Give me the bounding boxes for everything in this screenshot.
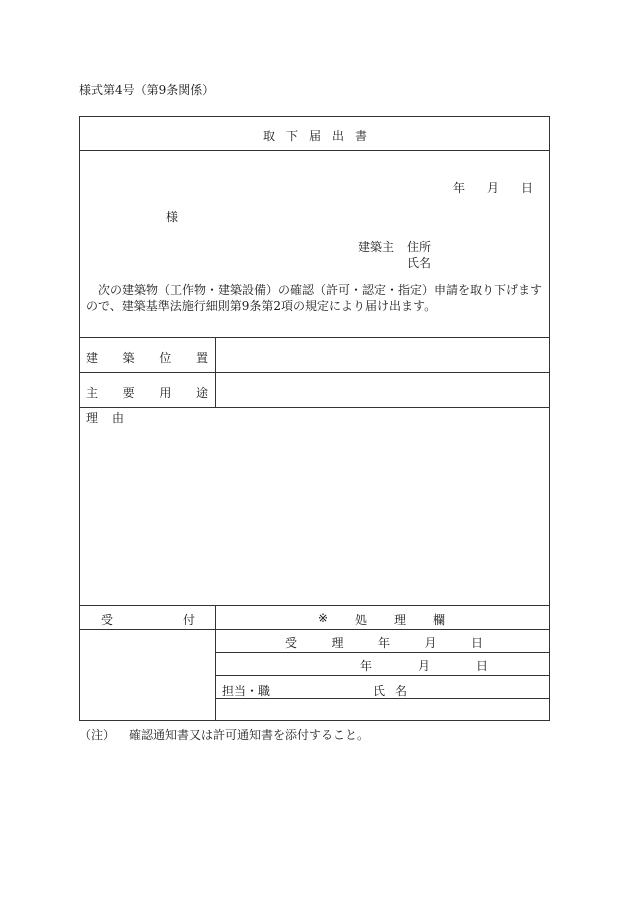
applicant-role: 建築主 bbox=[358, 240, 395, 254]
reason-field[interactable] bbox=[80, 425, 549, 604]
label-char: 途 bbox=[195, 386, 208, 400]
column-divider-lower bbox=[215, 605, 216, 721]
staff-name-label bbox=[373, 682, 407, 699]
received-date-row bbox=[285, 634, 483, 651]
label-char: 要 bbox=[122, 386, 135, 400]
label-char: 名 bbox=[394, 684, 407, 698]
receipt-label bbox=[101, 611, 195, 628]
label-char: 年 bbox=[360, 659, 373, 673]
label-char: 日 bbox=[470, 636, 483, 650]
date-month: 月 bbox=[486, 181, 499, 195]
main-use-field[interactable] bbox=[216, 373, 549, 406]
processing-label bbox=[318, 611, 445, 628]
label-char: 理 bbox=[331, 636, 344, 650]
label-char: 欄 bbox=[432, 613, 445, 627]
date-year: 年 bbox=[453, 181, 466, 195]
main-use-label bbox=[86, 384, 208, 401]
processing-date-row bbox=[360, 657, 488, 674]
label-char: 理 bbox=[393, 613, 406, 627]
label-char: 理 bbox=[86, 411, 99, 425]
label-char: 由 bbox=[111, 411, 124, 425]
divider-header-bottom bbox=[79, 629, 550, 630]
form-title bbox=[263, 127, 367, 144]
applicant-name-label: 氏名 bbox=[407, 256, 432, 270]
title-char: 届 bbox=[308, 129, 321, 143]
divider-use bbox=[79, 407, 550, 408]
divider-received bbox=[215, 652, 550, 653]
label-char: 建 bbox=[86, 351, 99, 365]
label-char: ※ bbox=[318, 611, 329, 625]
label-char: 月 bbox=[424, 636, 437, 650]
label-char: 置 bbox=[195, 351, 208, 365]
label-char: 用 bbox=[159, 386, 172, 400]
label-char: 受 bbox=[101, 613, 114, 627]
building-site-field[interactable] bbox=[216, 338, 549, 371]
divider-date bbox=[215, 675, 550, 676]
divider-title bbox=[79, 150, 550, 151]
title-char: 出 bbox=[331, 129, 344, 143]
form-number: 様式第4号（第9条関係） bbox=[79, 83, 215, 97]
declaration-text: 次の建築物（工作物・建築設備）の確認（許可・認定・指定）申請を取り下げますので、建築基準法施行細則第9条第2項の規定により届け出ます。 bbox=[86, 283, 543, 313]
label-char: 主 bbox=[86, 386, 99, 400]
date-day: 日 bbox=[520, 181, 533, 195]
label-char: 月 bbox=[417, 659, 430, 673]
form-frame bbox=[79, 116, 550, 721]
reason-label bbox=[86, 409, 124, 426]
title-char: 取 bbox=[263, 129, 276, 143]
title-char: 書 bbox=[354, 129, 367, 143]
staff-position-label: 担当・職 bbox=[222, 684, 271, 698]
submission-date bbox=[453, 179, 533, 196]
addressee-suffix: 様 bbox=[166, 210, 179, 224]
label-char: 付 bbox=[182, 613, 195, 627]
label-char: 受 bbox=[285, 636, 298, 650]
title-char: 下 bbox=[285, 129, 298, 143]
label-char: 位 bbox=[159, 351, 172, 365]
footnote-label: （注） bbox=[79, 728, 116, 742]
label-char: 築 bbox=[122, 351, 135, 365]
applicant-address-label: 住所 bbox=[407, 240, 432, 254]
divider-reason bbox=[79, 605, 550, 606]
label-char: 氏 bbox=[373, 684, 386, 698]
footnote-text: 確認通知書又は許可通知書を添付すること。 bbox=[129, 728, 370, 742]
label-char: 処 bbox=[355, 613, 368, 627]
label-char: 年 bbox=[377, 636, 390, 650]
label-char: 日 bbox=[475, 659, 488, 673]
footnote bbox=[79, 726, 369, 743]
building-site-label bbox=[86, 349, 208, 366]
